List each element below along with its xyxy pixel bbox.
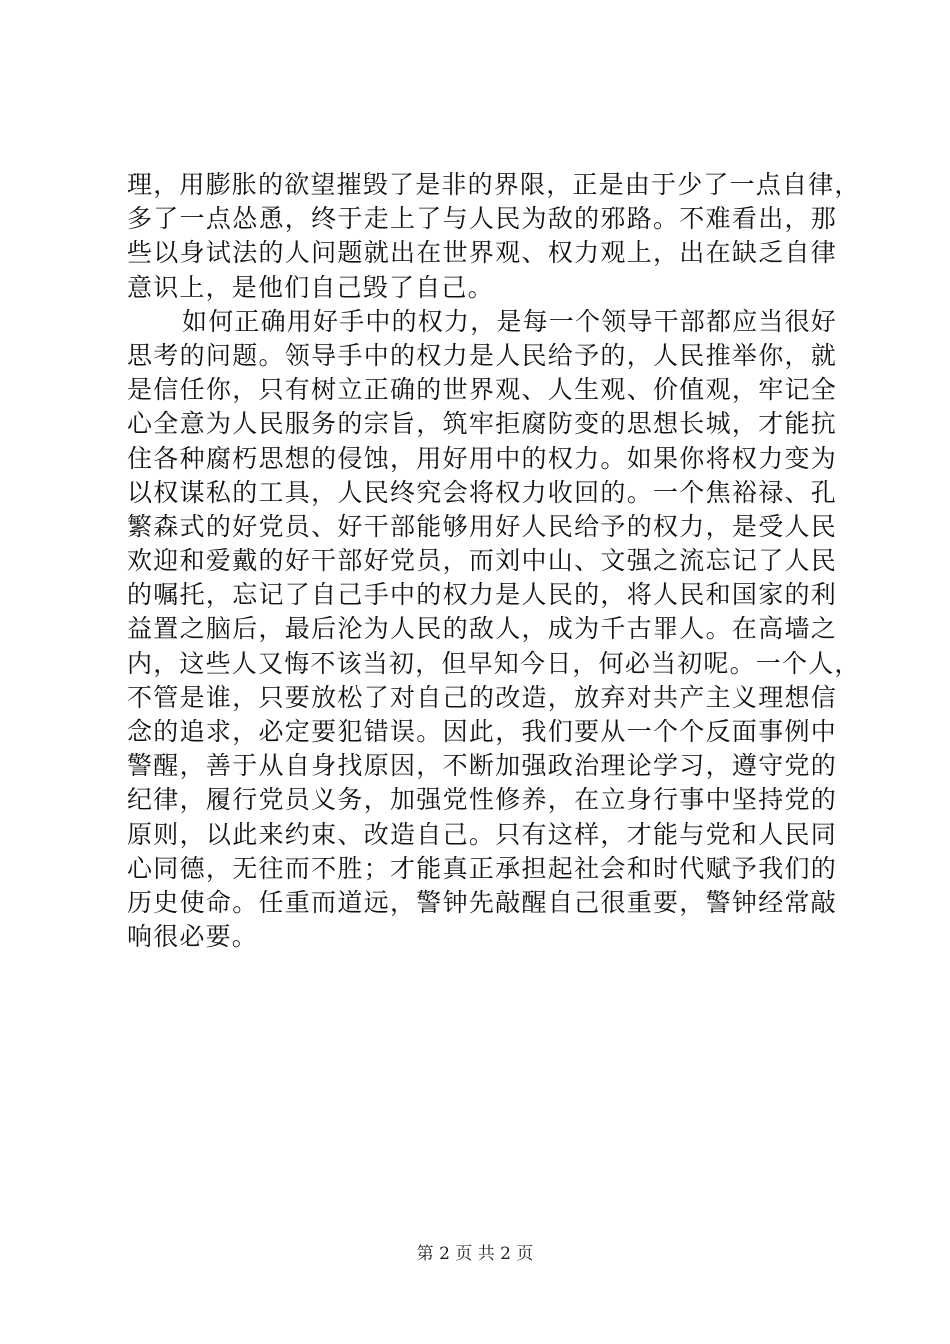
- text-line: 心全意为人民服务的宗旨，筑牢拒腐防变的思想长城，才能抗: [127, 409, 837, 439]
- text-line: 住各种腐朽思想的侵蚀，用好用中的权力。如果你将权力变为: [127, 443, 837, 473]
- text-line: 繁森式的好党员、好干部能够用好人民给予的权力，是受人民: [127, 511, 837, 541]
- text-line: 念的追求，必定要犯错误。因此，我们要从一个个反面事例中: [127, 717, 837, 746]
- text-line: 纪律，履行党员义务，加强党性修养，在立身行事中坚持党的: [127, 785, 837, 815]
- text-line: 思考的问题。领导手中的权力是人民给予的，人民推举你，就: [127, 340, 837, 370]
- text-line: 益置之脑后，最后沦为人民的敌人，成为千古罪人。在高墙之: [127, 614, 837, 644]
- text-line: 的嘱托，忘记了自己手中的权力是人民的，将人民和国家的利: [127, 580, 837, 610]
- text-line: 意识上，是他们自己毁了自己。: [127, 272, 494, 302]
- text-line: 心同德，无往而不胜；才能真正承担起社会和时代赋予我们的: [127, 853, 837, 883]
- text-line: 不管是谁，只要放松了对自己的改造，放弃对共产主义理想信: [127, 682, 837, 712]
- text-line: 些以身试法的人问题就出在世界观、权力观上，出在缺乏自律: [127, 238, 837, 268]
- body-text: [127, 168, 861, 954]
- text-line: 原则，以此来约束、改造自己。只有这样，才能与党和人民同: [127, 819, 837, 849]
- text-line: 历史使命。任重而道远，警钟先敲醒自己很重要，警钟经常敲: [127, 887, 837, 917]
- text-line: 是信任你，只有树立正确的世界观、人生观、价值观，牢记全: [127, 375, 837, 405]
- text-line: 内，这些人又悔不该当初，但早知今日，何必当初呢。一个人，: [127, 648, 861, 678]
- text-line: 响很必要。: [127, 922, 259, 952]
- paragraph: [127, 305, 861, 955]
- text-line: 以权谋私的工具，人民终究会将权力收回的。一个焦裕禄、孔: [127, 477, 837, 507]
- text-line: 理，用膨胀的欲望摧毁了是非的界限，正是由于少了一点自律，: [127, 170, 861, 199]
- text-line: 多了一点怂恿，终于走上了与人民为敌的邪路。不难看出，那: [127, 204, 837, 234]
- paragraph: [127, 168, 861, 305]
- text-line: 欢迎和爱戴的好干部好党员，而刘中山、文强之流忘记了人民: [127, 546, 837, 576]
- text-line: 警醒，善于从自身找原因，不断加强政治理论学习，遵守党的: [127, 751, 837, 781]
- page-number-footer: 第 2 页 共 2 页: [416, 1244, 534, 1264]
- text-line: 如何正确用好手中的权力，是每一个领导干部都应当很好: [182, 306, 838, 336]
